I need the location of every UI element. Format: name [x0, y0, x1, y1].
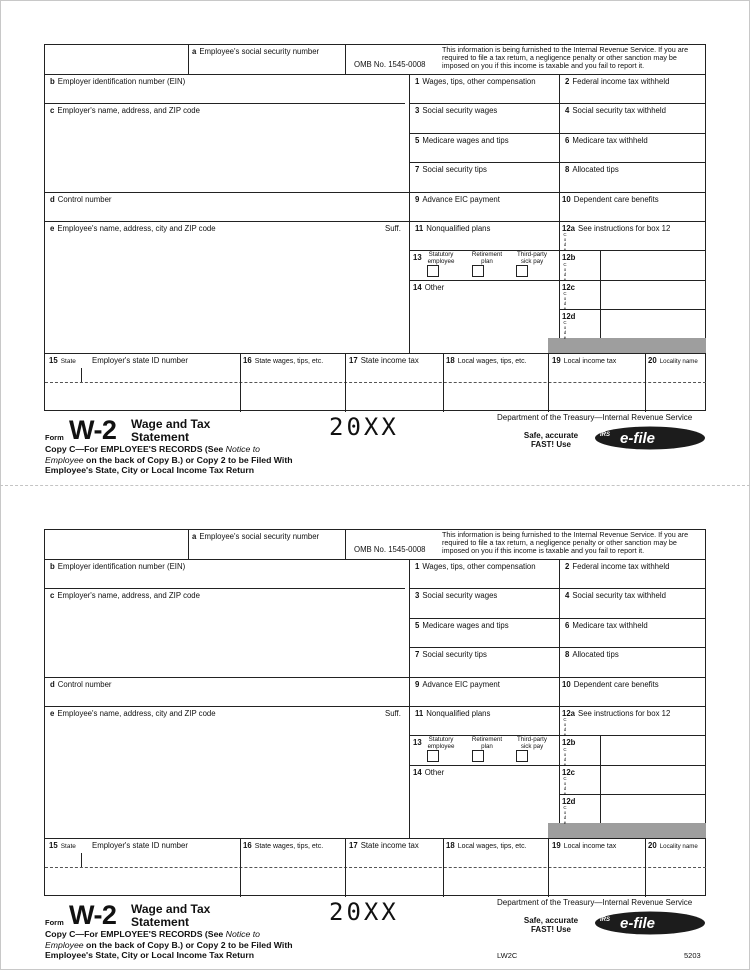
box-1-label: 1 Wages, tips, other compensation — [415, 562, 536, 571]
box-17-label: 17 State income tax — [349, 356, 419, 365]
box-e-label: e Employee's name, address, city and ZIP code — [50, 224, 216, 233]
statutory-employee-label: Statutory employee — [427, 251, 455, 265]
form-rule — [409, 133, 706, 134]
box-c-label: c Employer's name, address, and ZIP code — [50, 591, 200, 600]
omb-number: OMB No. 1545-0008 — [354, 60, 426, 69]
box-12a-code-letters: C o d e — [563, 717, 567, 737]
box-12a-label: 12a See instructions for box 12 — [562, 709, 671, 718]
form-rule — [443, 353, 444, 412]
form-rule — [45, 588, 405, 589]
efile-logo — [594, 911, 706, 935]
form-rule — [559, 280, 706, 281]
form-rule — [45, 192, 706, 193]
form-rule — [559, 794, 706, 795]
form-rule — [645, 838, 646, 897]
form-rule — [559, 309, 706, 310]
box-5-label: 5 Medicare wages and tips — [415, 621, 509, 630]
box-2-label: 2 Federal income tax withheld — [565, 77, 670, 86]
box-12c-label: 12c — [562, 283, 576, 292]
box-12d-code-letters: C o d e — [563, 805, 567, 825]
w2-copy-1 — [0, 44, 750, 484]
tax-year: 20XX — [329, 898, 399, 926]
box-13-label: 13 — [413, 738, 422, 747]
box-12a-label: 12a See instructions for box 12 — [562, 224, 671, 233]
form-rule — [409, 647, 706, 648]
form-rule — [645, 353, 646, 412]
form-rule — [600, 735, 601, 823]
efile-logo — [594, 426, 706, 450]
department-label: Department of the Treasury—Internal Revenue Service — [497, 413, 693, 422]
box-12c-code-letters: C o d e — [563, 291, 567, 311]
box-4-label: 4 Social security tax withheld — [565, 591, 666, 600]
third-party-sick-pay-label: Third-party sick pay — [517, 736, 547, 750]
box-c-label: c Employer's name, address, and ZIP code — [50, 106, 200, 115]
copy-description: Copy C—For EMPLOYEE'S RECORDS (See Notice to Employee on the back of Copy B.) or Copy 2 to be Filed With Employee's State, City or Local Income Tax Return — [45, 444, 293, 475]
statutory-employee-checkbox[interactable] — [427, 265, 439, 277]
efile-irs-text: IRS — [600, 432, 611, 438]
form-rule — [409, 162, 706, 163]
box-d-label: d Control number — [50, 680, 112, 689]
irs-notice: This information is being furnished to the Internal Revenue Service. If you are required to file a tax return, a negligence penalty or other sanction may be imposed on you if this income is taxable and you fail to report it. — [442, 45, 689, 70]
form-code-left: LW2C — [497, 951, 518, 960]
form-id: W-2 — [69, 415, 117, 445]
form-grid — [44, 529, 706, 896]
box-4-label: 4 Social security tax withheld — [565, 106, 666, 115]
form-rule — [45, 838, 706, 839]
form-rule — [559, 250, 706, 251]
form-rule — [45, 677, 706, 678]
box-14-label: 14 Other — [413, 283, 445, 292]
statutory-employee-checkbox[interactable] — [427, 750, 439, 762]
box-12c-label: 12c — [562, 768, 576, 777]
form-rule — [45, 74, 706, 75]
form-rule — [600, 250, 601, 338]
efile-tagline: Safe, accurate FAST! Use — [523, 431, 579, 449]
w2-copy-2 — [0, 529, 750, 969]
box-17-label: 17 State income tax — [349, 841, 419, 850]
form-word: Form — [45, 918, 64, 927]
form-rule — [81, 853, 82, 867]
box-6-label: 6 Medicare tax withheld — [565, 136, 648, 145]
box-19-label: 19 Local income tax — [552, 356, 617, 365]
form-rule — [409, 559, 410, 838]
copy-description: Copy C—For EMPLOYEE'S RECORDS (See Notice to Employee on the back of Copy B.) or Copy 2 to be Filed With Employee's State, City or Local Income Tax Return — [45, 929, 293, 960]
box-2-label: 2 Federal income tax withheld — [565, 562, 670, 571]
box-5-label: 5 Medicare wages and tips — [415, 136, 509, 145]
form-grid — [44, 44, 706, 411]
box-8-label: 8 Allocated tips — [565, 650, 619, 659]
form-rule — [559, 765, 706, 766]
box-20-label: 20 Locality name — [648, 841, 698, 850]
omb-number: OMB No. 1545-0008 — [354, 545, 426, 554]
box-16-label: 16 State wages, tips, etc. — [243, 841, 324, 850]
box-12d-code-letters: C o d e — [563, 320, 567, 340]
box-a-label: a Employee's social security number — [192, 47, 320, 56]
box-b-label: b Employer identification number (EIN) — [50, 77, 186, 86]
box-18-label: 18 Local wages, tips, etc. — [446, 356, 527, 365]
form-rule — [45, 559, 706, 560]
form-rule — [345, 530, 346, 559]
form-rule — [559, 735, 706, 736]
form-rule — [45, 353, 706, 354]
box-3-label: 3 Social security wages — [415, 106, 498, 115]
form-rule — [409, 103, 706, 104]
form-rule — [45, 867, 706, 868]
form-rule — [409, 74, 410, 353]
retirement-plan-checkbox[interactable] — [472, 750, 484, 762]
box-e-label: e Employee's name, address, city and ZIP code — [50, 709, 216, 718]
box-12c-code-letters: C o d e — [563, 776, 567, 796]
department-label: Department of the Treasury—Internal Revenue Service — [497, 898, 693, 907]
box-12b-code-letters: C o d e — [563, 262, 567, 282]
box-15-state-label: 15 State — [49, 841, 76, 850]
form-rule — [240, 838, 241, 897]
box-12b-label: 12b — [562, 253, 576, 262]
form-rule — [81, 368, 82, 382]
box-9-label: 9 Advance EIC payment — [415, 195, 500, 204]
suffix-label: Suff. — [385, 224, 401, 233]
box-20-label: 20 Locality name — [648, 356, 698, 365]
box-10-label: 10 Dependent care benefits — [562, 680, 659, 689]
box-11-label: 11 Nonqualified plans — [415, 709, 491, 718]
box-a-label: a Employee's social security number — [192, 532, 320, 541]
efile-tagline: Safe, accurate FAST! Use — [523, 916, 579, 934]
form-title: Wage and Tax Statement — [131, 902, 211, 929]
perforation-line — [0, 485, 750, 486]
third-party-sick-pay-label: Third-party sick pay — [517, 251, 547, 265]
third-party-sick-pay-checkbox[interactable] — [516, 750, 528, 762]
form-id: W-2 — [69, 900, 117, 930]
box-15-label: Employer's state ID number — [92, 841, 188, 850]
form-rule — [188, 45, 189, 74]
form-rule — [188, 530, 189, 559]
retirement-plan-label: Retirement plan — [471, 736, 503, 750]
box-16-label: 16 State wages, tips, etc. — [243, 356, 324, 365]
box-18-label: 18 Local wages, tips, etc. — [446, 841, 527, 850]
efile-irs-text: IRS — [600, 917, 611, 923]
box-8-label: 8 Allocated tips — [565, 165, 619, 174]
statutory-employee-label: Statutory employee — [427, 736, 455, 750]
box-10-label: 10 Dependent care benefits — [562, 195, 659, 204]
box-12a-code-letters: C o d e — [563, 232, 567, 252]
box-9-label: 9 Advance EIC payment — [415, 680, 500, 689]
form-rule — [345, 838, 346, 897]
form-rule — [559, 74, 560, 338]
box-6-label: 6 Medicare tax withheld — [565, 621, 648, 630]
shaded-area — [548, 338, 706, 353]
efile-text: e-file — [620, 915, 656, 932]
box-7-label: 7 Social security tips — [415, 650, 487, 659]
box-12d-label: 12d — [562, 797, 576, 806]
box-3-label: 3 Social security wages — [415, 591, 498, 600]
form-code-right: 5203 — [684, 951, 701, 960]
form-rule — [409, 618, 706, 619]
box-15-label: Employer's state ID number — [92, 356, 188, 365]
box-1-label: 1 Wages, tips, other compensation — [415, 77, 536, 86]
box-7-label: 7 Social security tips — [415, 165, 487, 174]
form-rule — [45, 706, 706, 707]
box-12b-code-letters: C o d e — [563, 747, 567, 767]
form-rule — [240, 353, 241, 412]
box-13-label: 13 — [413, 253, 422, 262]
form-rule — [345, 353, 346, 412]
form-rule — [443, 838, 444, 897]
box-d-label: d Control number — [50, 195, 112, 204]
efile-text: e-file — [620, 430, 656, 447]
box-19-label: 19 Local income tax — [552, 841, 617, 850]
form-rule — [345, 45, 346, 74]
form-rule — [45, 382, 706, 383]
form-word: Form — [45, 433, 64, 442]
third-party-sick-pay-checkbox[interactable] — [516, 265, 528, 277]
box-b-label: b Employer identification number (EIN) — [50, 562, 186, 571]
suffix-label: Suff. — [385, 709, 401, 718]
form-rule — [45, 103, 405, 104]
form-rule — [559, 559, 560, 823]
form-title: Wage and Tax Statement — [131, 417, 211, 444]
retirement-plan-checkbox[interactable] — [472, 265, 484, 277]
form-rule — [409, 280, 559, 281]
box-14-label: 14 Other — [413, 768, 445, 777]
shaded-area — [548, 823, 706, 838]
box-12d-label: 12d — [562, 312, 576, 321]
irs-notice: This information is being furnished to the Internal Revenue Service. If you are required to file a tax return, a negligence penalty or other sanction may be imposed on you if this income is taxable and you fail to report it. — [442, 530, 689, 555]
form-rule — [409, 765, 559, 766]
form-rule — [409, 588, 706, 589]
retirement-plan-label: Retirement plan — [471, 251, 503, 265]
form-rule — [45, 221, 706, 222]
box-15-state-label: 15 State — [49, 356, 76, 365]
tax-year: 20XX — [329, 413, 399, 441]
box-12b-label: 12b — [562, 738, 576, 747]
box-11-label: 11 Nonqualified plans — [415, 224, 491, 233]
